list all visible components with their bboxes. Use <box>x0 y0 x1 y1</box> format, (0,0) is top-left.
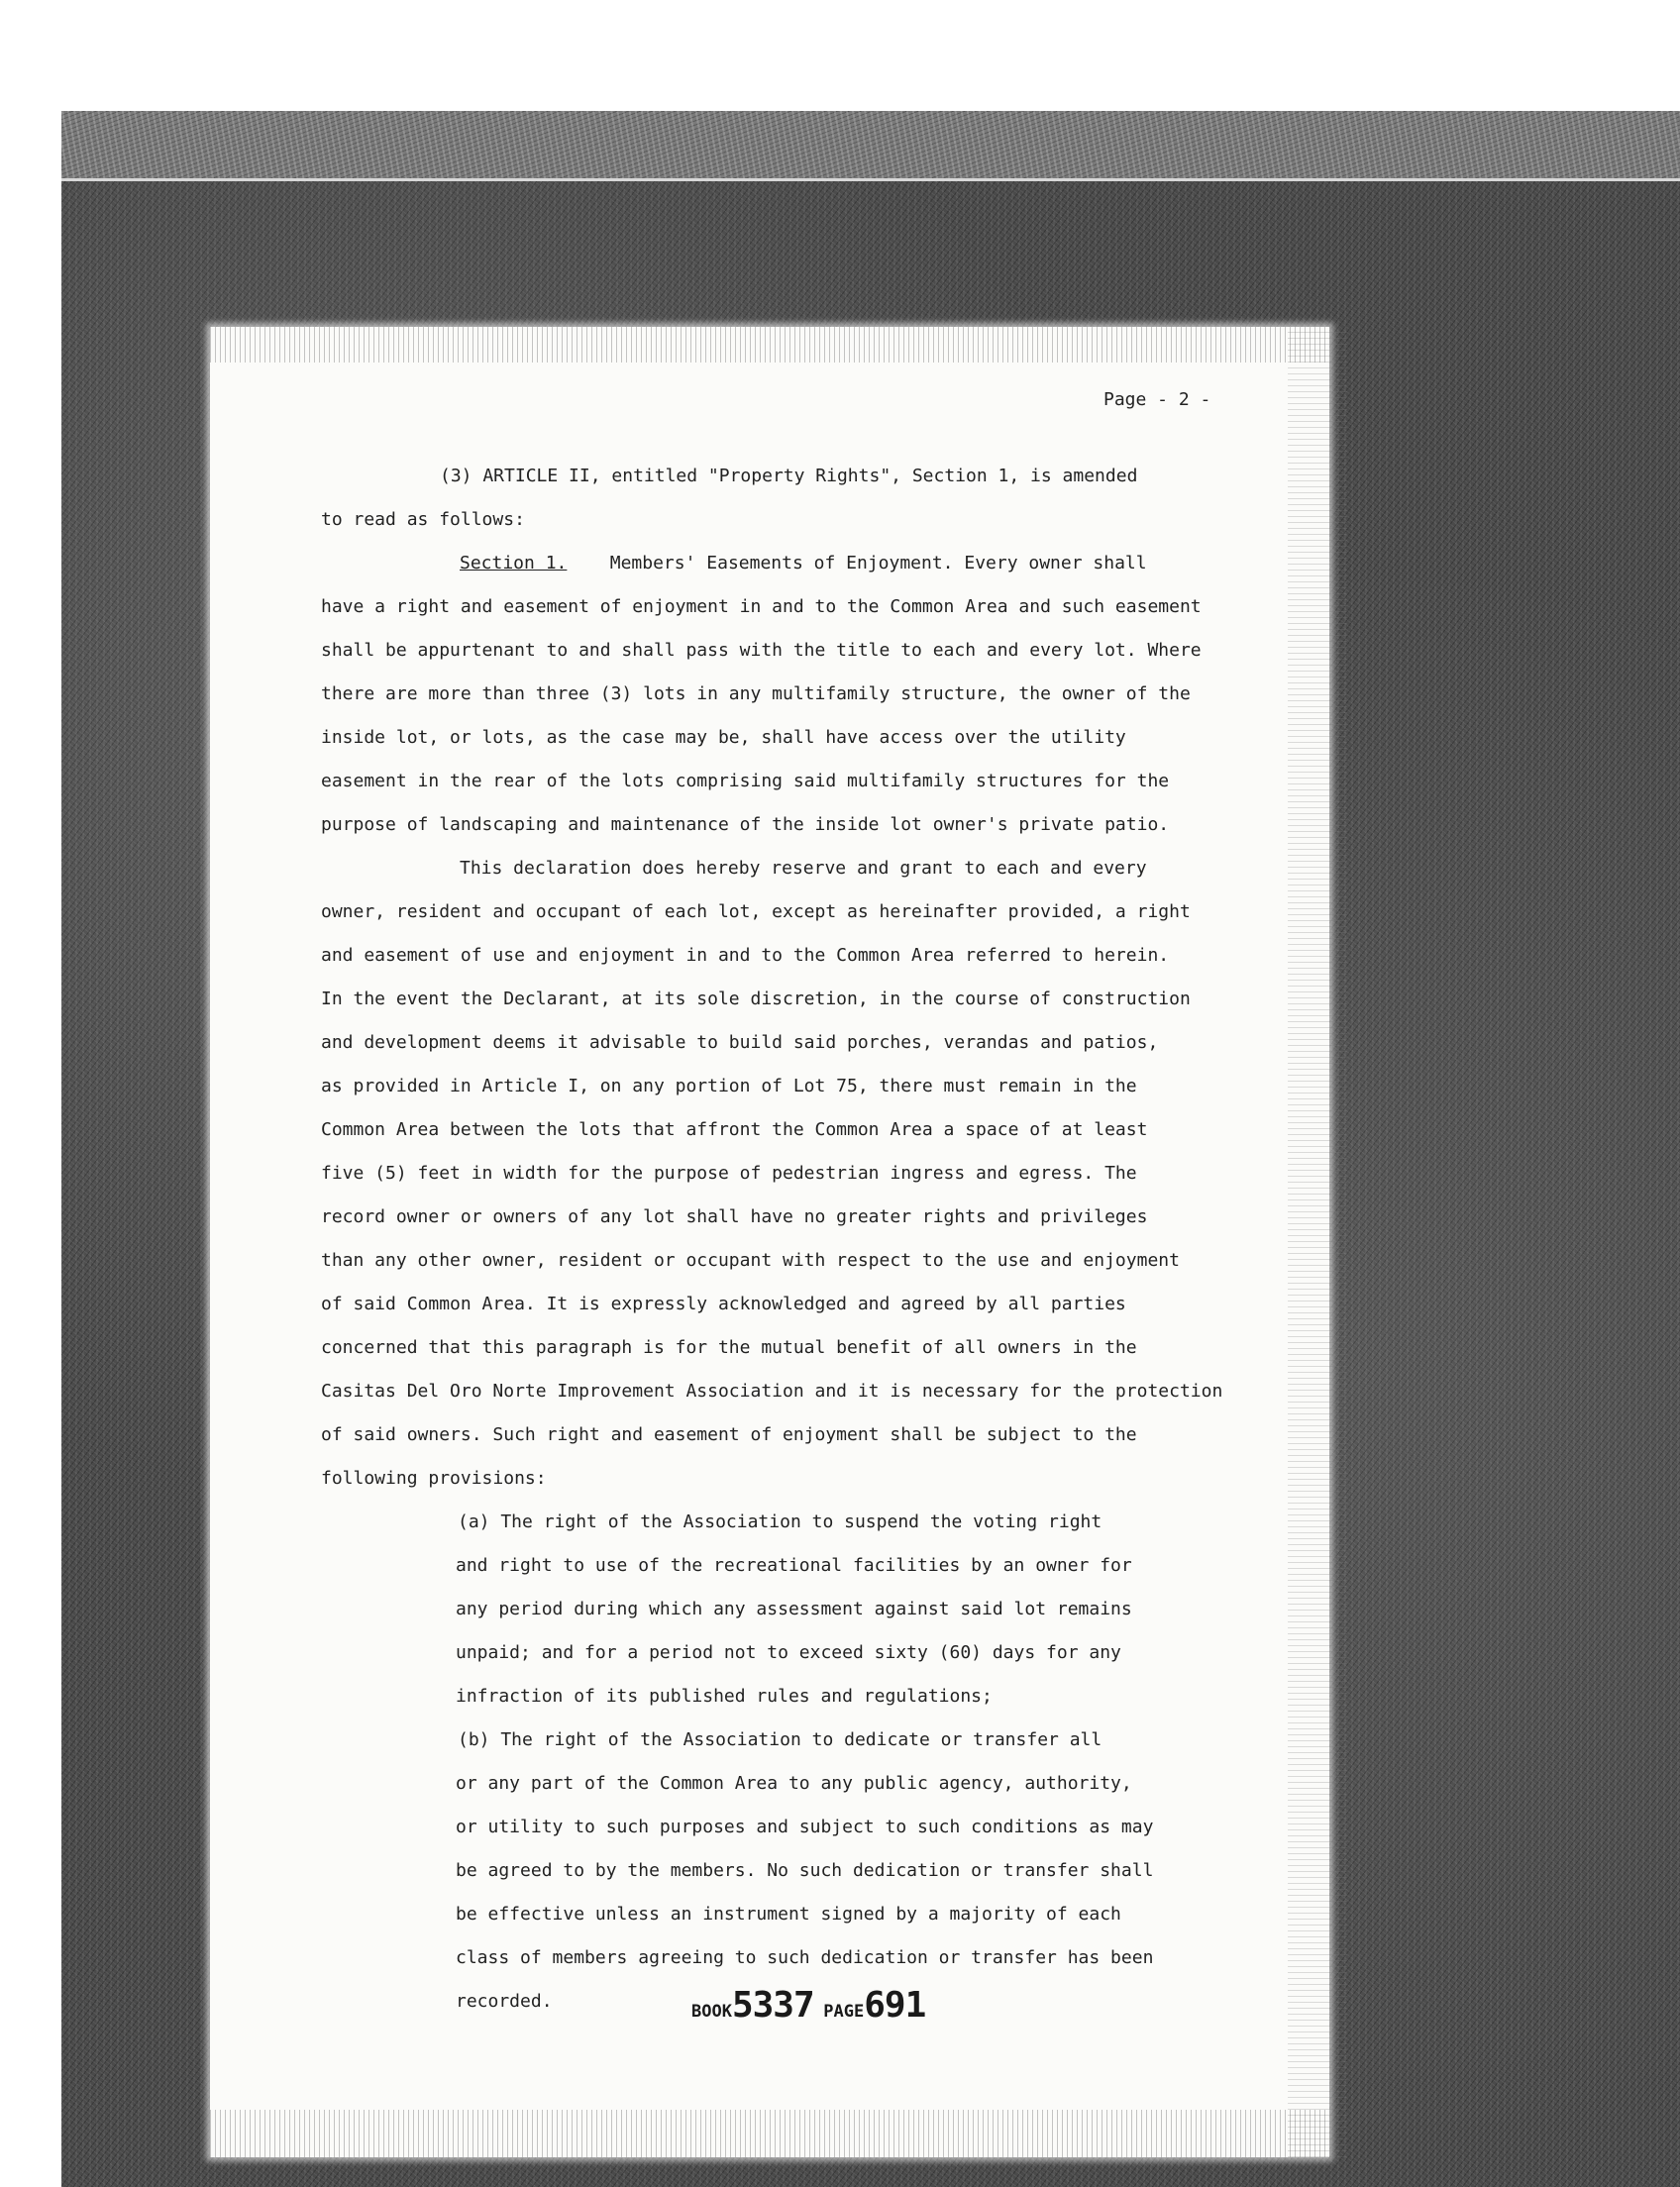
paragraph-line: purpose of landscaping and maintenance of the inside lot owner's private patio. <box>321 814 1170 835</box>
paragraph-line: easement in the rear of the lots comprising said multifamily structures for the <box>321 771 1170 791</box>
page-edge-noise-right <box>1288 327 1347 2157</box>
paragraph-line: and easement of use and enjoyment in and to the Common Area referred to herein. <box>321 945 1170 966</box>
page-number: Page - 2 - <box>1103 389 1211 410</box>
section-lead: Members' Easements of Enjoyment. Every owner shall <box>609 553 1147 573</box>
paragraph-line: concerned that this paragraph is for the mutual benefit of all owners in the <box>321 1337 1137 1358</box>
paragraph-line: shall be appurtenant to and shall pass with the title to each and every lot. Where <box>321 640 1202 661</box>
section-heading: Section 1. <box>460 553 568 573</box>
paragraph-line: there are more than three (3) lots in any multifamily structure, the owner of the <box>321 683 1191 704</box>
amendment-line-2: to read as follows: <box>321 509 525 530</box>
provision-b-line: or any part of the Common Area to any public agency, authority, <box>456 1773 1132 1794</box>
paragraph-line: than any other owner, resident or occupant with respect to the use and enjoyment <box>321 1250 1180 1271</box>
amendment-line-1: (3) ARTICLE II, entitled "Property Rights", Section 1, is amended <box>440 466 1138 486</box>
paragraph-line: as provided in Article I, on any portion of Lot 75, there must remain in the <box>321 1076 1137 1096</box>
provision-b-line: (b) The right of the Association to dedicate or transfer all <box>458 1729 1102 1750</box>
provision-b-line: class of members agreeing to such dedication or transfer has been <box>456 1947 1154 1968</box>
paragraph-line: record owner or owners of any lot shall have no greater rights and privileges <box>321 1206 1148 1227</box>
scan-top-rule <box>61 178 1680 181</box>
book-prefix: BOOK <box>691 2002 732 2022</box>
paragraph-line: five (5) feet in width for the purpose of pedestrian ingress and egress. The <box>321 1163 1137 1184</box>
section-heading-line <box>460 553 1147 574</box>
paragraph-line: of said Common Area. It is expressly acknowledged and agreed by all parties <box>321 1294 1126 1314</box>
provision-b-line: recorded. <box>456 1991 553 2012</box>
page-prefix: PAGE <box>823 2002 865 2022</box>
paragraph-line: owner, resident and occupant of each lot, except as hereinafter provided, a right <box>321 901 1191 922</box>
paragraph-line: and development deems it advisable to build said porches, verandas and patios, <box>321 1032 1159 1053</box>
paragraph-line: In the event the Declarant, at its sole discretion, in the course of construction <box>321 989 1191 1009</box>
paragraph-line: have a right and easement of enjoyment in and to the Common Area and such easement <box>321 596 1202 617</box>
paragraph-line: This declaration does hereby reserve and grant to each and every <box>460 858 1147 879</box>
scan-top-band <box>61 111 1680 180</box>
recording-page-number: 691 <box>864 1985 926 2026</box>
provision-b-line: be effective unless an instrument signed by a majority of each <box>456 1904 1121 1925</box>
page-edge-noise-bottom <box>210 2110 1329 2157</box>
provision-a-line: (a) The right of the Association to suspend the voting right <box>458 1511 1102 1532</box>
provision-a-line: and right to use of the recreational facilities by an owner for <box>456 1555 1132 1576</box>
paragraph-line: Casitas Del Oro Norte Improvement Association and it is necessary for the protection <box>321 1381 1223 1402</box>
paragraph-line: following provisions: <box>321 1468 547 1489</box>
provision-a-line: infraction of its published rules and regulations; <box>456 1686 993 1707</box>
page-edge-noise-top <box>210 327 1329 363</box>
provision-a-line: unpaid; and for a period not to exceed sixty (60) days for any <box>456 1642 1121 1663</box>
provision-b-line: or utility to such purposes and subject to such conditions as may <box>456 1817 1154 1837</box>
provision-b-line: be agreed to by the members. No such dedication or transfer shall <box>456 1860 1154 1881</box>
book-number: 5337 <box>731 1985 814 2026</box>
paragraph-line: Common Area between the lots that affront the Common Area a space of at least <box>321 1119 1148 1140</box>
provision-a-line: any period during which any assessment against said lot remains <box>456 1599 1132 1619</box>
paragraph-line: inside lot, or lots, as the case may be, shall have access over the utility <box>321 727 1126 748</box>
paragraph-line: of said owners. Such right and easement of enjoyment shall be subject to the <box>321 1424 1137 1445</box>
recording-stamp <box>691 1985 925 2026</box>
